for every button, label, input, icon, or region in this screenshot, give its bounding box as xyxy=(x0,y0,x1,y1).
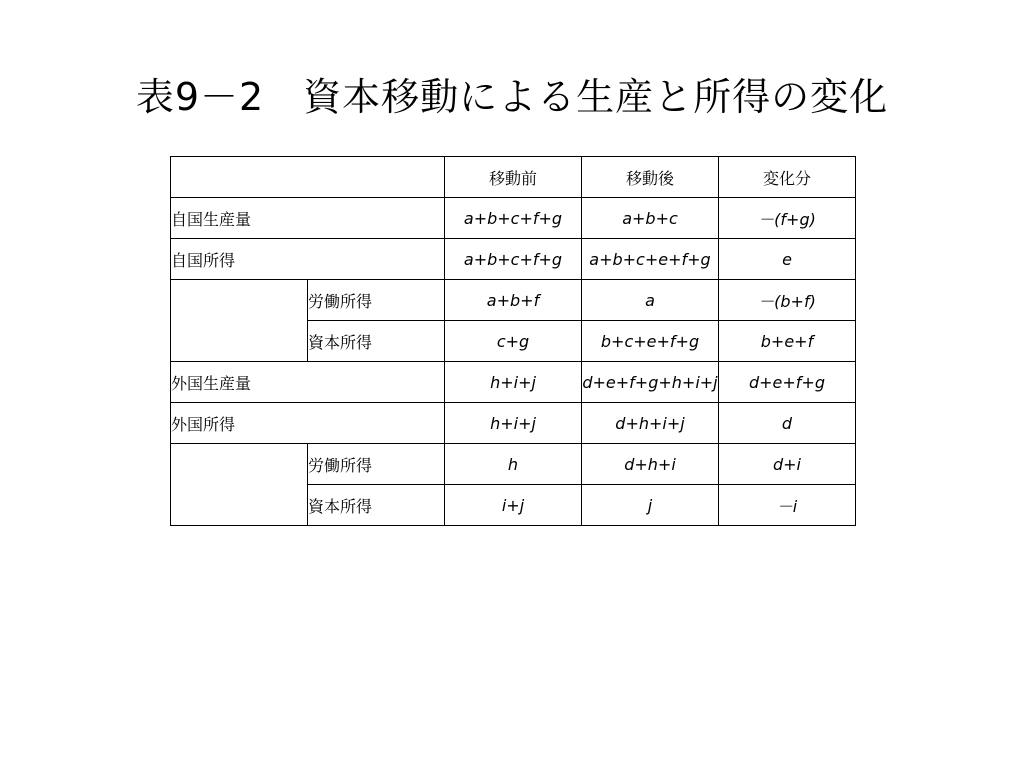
cell-after: a+b+c xyxy=(582,198,719,239)
cell-before: a+b+c+f+g xyxy=(445,239,582,280)
cell-change: －(b+f) xyxy=(719,280,856,321)
slide-title: 表9－2 資本移動による生産と所得の変化 xyxy=(135,75,889,119)
row-label: 自国生産量 xyxy=(171,198,445,239)
cell-before: a+b+f xyxy=(445,280,582,321)
cell-change: －i xyxy=(719,485,856,526)
header-blank-cell xyxy=(171,157,445,198)
row-label: 外国所得 xyxy=(171,403,445,444)
cell-after: d+h+i+j xyxy=(582,403,719,444)
row-sublabel: 労働所得 xyxy=(308,444,445,485)
table-row xyxy=(171,403,856,444)
cell-before: a+b+c+f+g xyxy=(445,198,582,239)
cell-before: h+i+j xyxy=(445,403,582,444)
group-spacer-cell xyxy=(171,280,308,362)
row-label: 外国生産量 xyxy=(171,362,445,403)
table-row xyxy=(171,362,856,403)
cell-before: h xyxy=(445,444,582,485)
group-spacer-cell xyxy=(171,444,308,526)
cell-after: d+e+f+g+h+i+j xyxy=(582,362,719,403)
row-sublabel: 労働所得 xyxy=(308,280,445,321)
header-change: 変化分 xyxy=(719,157,856,198)
production-income-table xyxy=(170,156,856,526)
cell-change: d+i xyxy=(719,444,856,485)
cell-after: j xyxy=(582,485,719,526)
cell-after: d+h+i xyxy=(582,444,719,485)
table-row xyxy=(171,280,856,321)
table-row xyxy=(171,239,856,280)
cell-change: b+e+f xyxy=(719,321,856,362)
cell-before: c+g xyxy=(445,321,582,362)
cell-change: e xyxy=(719,239,856,280)
cell-change: d+e+f+g xyxy=(719,362,856,403)
cell-change: －(f+g) xyxy=(719,198,856,239)
row-sublabel: 資本所得 xyxy=(308,485,445,526)
cell-change: d xyxy=(719,403,856,444)
cell-before: h+i+j xyxy=(445,362,582,403)
header-before: 移動前 xyxy=(445,157,582,198)
cell-after: a+b+c+e+f+g xyxy=(582,239,719,280)
table-header-row xyxy=(171,157,856,198)
cell-after: a xyxy=(582,280,719,321)
cell-before: i+j xyxy=(445,485,582,526)
table-row xyxy=(171,198,856,239)
cell-after: b+c+e+f+g xyxy=(582,321,719,362)
header-after: 移動後 xyxy=(582,157,719,198)
row-label: 自国所得 xyxy=(171,239,445,280)
row-sublabel: 資本所得 xyxy=(308,321,445,362)
table-row xyxy=(171,444,856,485)
